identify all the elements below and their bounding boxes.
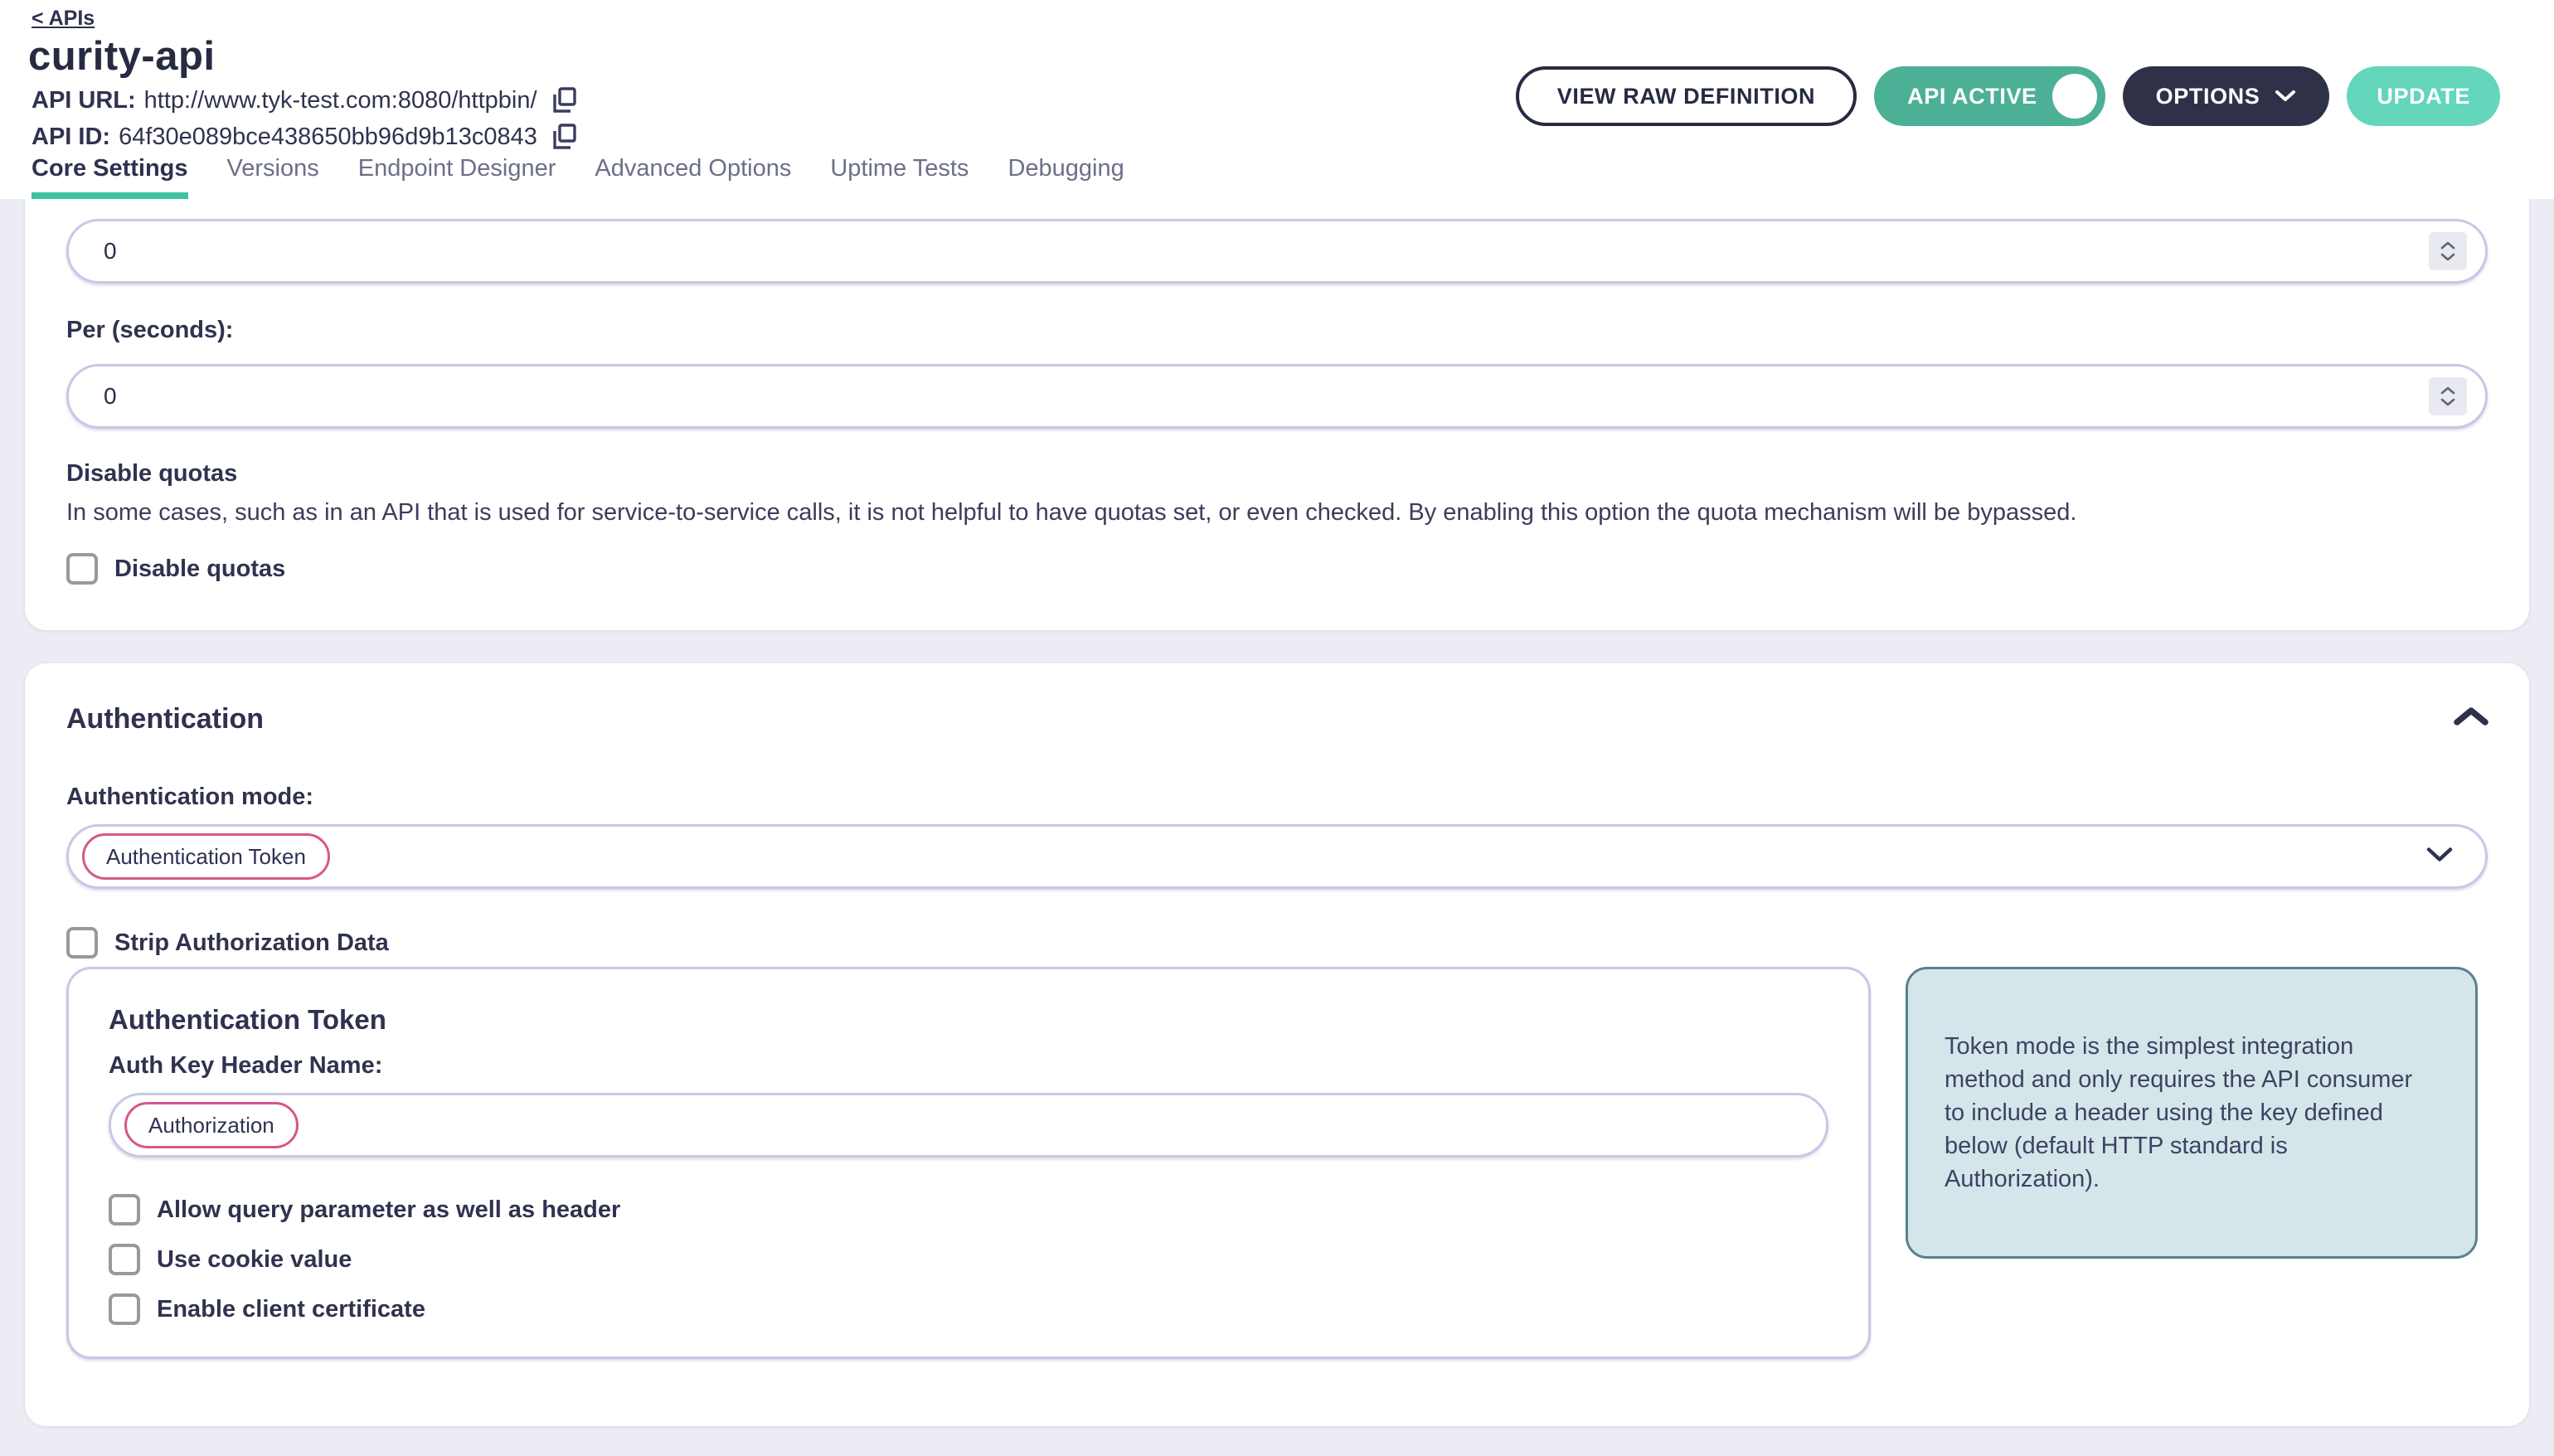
disable-quotas-description: In some cases, such as in an API that is used for service-to-service calls, it is not helpful to have quotas set, or even checked. By enabling this option the quota mechanism will be bypassed. xyxy=(66,499,2077,526)
use-cookie-checkbox[interactable] xyxy=(109,1244,140,1275)
copy-icon[interactable] xyxy=(551,123,577,151)
number-stepper[interactable] xyxy=(2429,377,2467,415)
use-cookie-label: Use cookie value xyxy=(157,1245,352,1273)
chevron-down-icon xyxy=(2425,847,2454,867)
per-seconds-label: Per (seconds): xyxy=(66,317,234,343)
client-certificate-row xyxy=(109,1293,1828,1325)
tab-debugging[interactable]: Debugging xyxy=(1008,155,1124,182)
copy-icon[interactable] xyxy=(551,86,577,114)
page-header xyxy=(0,0,2554,199)
token-mode-info-box xyxy=(1906,967,2478,1259)
api-id-line xyxy=(32,123,577,151)
stepper-up-icon xyxy=(2440,386,2456,395)
allow-query-param-checkbox[interactable] xyxy=(109,1194,140,1225)
stepper-down-icon xyxy=(2440,253,2456,262)
allow-query-param-row xyxy=(109,1194,1828,1225)
card-rate-limits xyxy=(25,199,2529,630)
api-active-toggle-button[interactable] xyxy=(1874,66,2105,126)
tab-content-area xyxy=(0,199,2554,1456)
per-seconds-field[interactable] xyxy=(66,364,2488,429)
rate-input[interactable] xyxy=(104,238,2394,265)
api-url-label: API URL: xyxy=(32,86,136,114)
auth-key-header-label: Auth Key Header Name: xyxy=(109,1052,383,1079)
authentication-mode-select[interactable] xyxy=(66,824,2488,889)
disable-quotas-heading: Disable quotas xyxy=(66,460,238,487)
authentication-mode-label: Authentication mode: xyxy=(66,784,314,810)
tab-core-settings[interactable]: Core Settings xyxy=(32,155,188,199)
use-cookie-row xyxy=(109,1244,1828,1275)
tab-advanced-options[interactable]: Advanced Options xyxy=(595,155,792,182)
client-certificate-checkbox[interactable] xyxy=(109,1293,140,1325)
client-certificate-label: Enable client certificate xyxy=(157,1295,425,1323)
per-seconds-input[interactable] xyxy=(104,383,2394,410)
api-url-value: http://www.tyk-test.com:8080/httpbin/ xyxy=(143,86,537,114)
view-raw-definition-button[interactable]: VIEW RAW DEFINITION xyxy=(1516,66,1857,126)
token-panel-heading: Authentication Token xyxy=(109,1004,386,1035)
stepper-down-icon xyxy=(2440,398,2456,407)
disable-quotas-checkbox[interactable] xyxy=(66,553,98,585)
card-authentication xyxy=(25,663,2529,1426)
authentication-heading: Authentication xyxy=(66,703,264,735)
breadcrumb-apis-link[interactable]: < APIs xyxy=(32,7,95,30)
chevron-down-icon xyxy=(2275,90,2296,103)
strip-authorization-row xyxy=(66,927,2488,959)
auth-key-value-chip: Authorization xyxy=(124,1102,299,1148)
api-id-label: API ID: xyxy=(32,123,111,150)
header-actions xyxy=(1516,66,2500,126)
rate-field[interactable] xyxy=(66,219,2488,284)
chevron-up-icon xyxy=(2453,706,2489,726)
options-button[interactable] xyxy=(2123,66,2330,126)
update-button[interactable]: UPDATE xyxy=(2347,66,2500,126)
options-label: OPTIONS xyxy=(2155,83,2260,109)
page-title: curity-api xyxy=(28,34,216,79)
stepper-up-icon xyxy=(2440,240,2456,250)
number-stepper[interactable] xyxy=(2429,232,2467,270)
collapse-section-button[interactable] xyxy=(2453,706,2489,730)
api-active-label: API ACTIVE xyxy=(1907,83,2037,109)
strip-authorization-checkbox[interactable] xyxy=(66,927,98,959)
disable-quotas-row xyxy=(66,553,2488,585)
token-mode-info-text: Token mode is the simplest integration method and only requires the API consumer to include a header using the key defined below (default HTTP standard is Authorization). xyxy=(1945,1032,2413,1193)
authentication-token-panel xyxy=(66,967,1871,1359)
authentication-mode-chip: Authentication Token xyxy=(82,833,330,880)
allow-query-param-label: Allow query parameter as well as header xyxy=(157,1196,621,1223)
api-id-value: 64f30e089bce438650bb96d9b13c0843 xyxy=(119,123,537,150)
strip-authorization-label: Strip Authorization Data xyxy=(114,929,389,956)
tab-versions[interactable]: Versions xyxy=(226,155,319,182)
disable-quotas-checkbox-label: Disable quotas xyxy=(114,555,286,582)
authentication-token-row xyxy=(66,967,2488,1359)
auth-key-header-field[interactable] xyxy=(109,1093,1828,1158)
tab-bar xyxy=(32,155,1124,199)
toggle-knob[interactable] xyxy=(2052,74,2097,119)
api-url-line xyxy=(32,86,577,114)
tab-uptime-tests[interactable]: Uptime Tests xyxy=(830,155,969,182)
tab-endpoint-designer[interactable]: Endpoint Designer xyxy=(357,155,556,182)
